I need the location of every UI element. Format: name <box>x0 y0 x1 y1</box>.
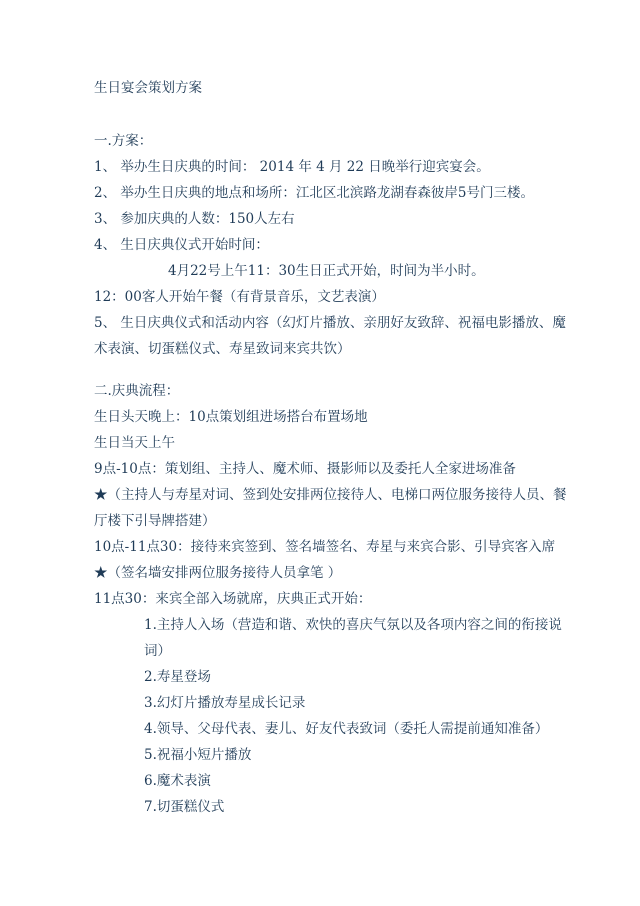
plan-item-4: 4、 生日庆典仪式开始时间： <box>94 237 269 253</box>
step-7: 7.切蛋糕仪式 <box>144 799 225 815</box>
schedule-1130: 11点30：来宾全部入场就席，庆典正式开始： <box>94 591 372 607</box>
step-3: 3.幻灯片播放寿星成长记录 <box>144 695 306 711</box>
plan-item-5-line2: 术表演、切蛋糕仪式、寿星致词来宾共饮） <box>94 341 351 357</box>
step-5: 5.祝福小短片播放 <box>144 747 252 763</box>
section2-heading: 二.庆典流程： <box>94 383 180 399</box>
plan-item-5-line1: 5、 生日庆典仪式和活动内容（幻灯片播放、亲朋好友致辞、祝福电影播放、魔 <box>94 315 566 331</box>
morning-line: 生日当天上午 <box>94 435 175 451</box>
star-note-2: ★（签名墙安排两位服务接待人员拿笔 ） <box>94 565 342 581</box>
document-title: 生日宴会策划方案 <box>94 80 202 96</box>
schedule-10-1130: 10点-11点30：接待来宾签到、签名墙签名、寿星与来宾合影、引导宾客入席 <box>94 539 556 555</box>
plan-item-3: 3、 参加庆典的人数：150人左右 <box>94 211 295 227</box>
step-4: 4.领导、父母代表、妻儿、好友代表致词（委托人需提前通知准备） <box>144 721 549 737</box>
star-note-1-line1: ★（主持人与寿星对词、签到处安排两位接待人、电梯口两位服务接待人员、餐 <box>94 487 567 503</box>
plan-item-1: 1、 举办生日庆典的时间： 2014 年 4 月 22 日晚举行迎宾宴会。 <box>94 159 490 175</box>
step-6: 6.魔术表演 <box>144 773 211 789</box>
lunch-line: 12：00客人开始午餐（有背景音乐，文艺表演） <box>94 289 385 305</box>
eve-line: 生日头天晚上：10点策划组进场搭台布置场地 <box>94 409 368 425</box>
schedule-9-10: 9点-10点：策划组、主持人、魔术师、摄影师以及委托人全家进场准备 <box>94 461 516 477</box>
step-1-line2: 词） <box>144 643 171 659</box>
section1-heading: 一.方案： <box>94 133 153 149</box>
step-1-line1: 1.主持人入场（营造和谐、欢快的喜庆气氛以及各项内容之间的衔接说 <box>144 617 562 633</box>
plan-item-4-time: 4月22号上午11：30生日正式开始，时间为半小时。 <box>168 263 485 279</box>
star-note-1-line2: 厅楼下引导牌搭建） <box>94 513 216 529</box>
step-2: 2.寿星登场 <box>144 669 211 685</box>
plan-item-2: 2、 举办生日庆典的地点和场所：江北区北滨路龙湖春森彼岸5号门三楼。 <box>94 185 534 201</box>
